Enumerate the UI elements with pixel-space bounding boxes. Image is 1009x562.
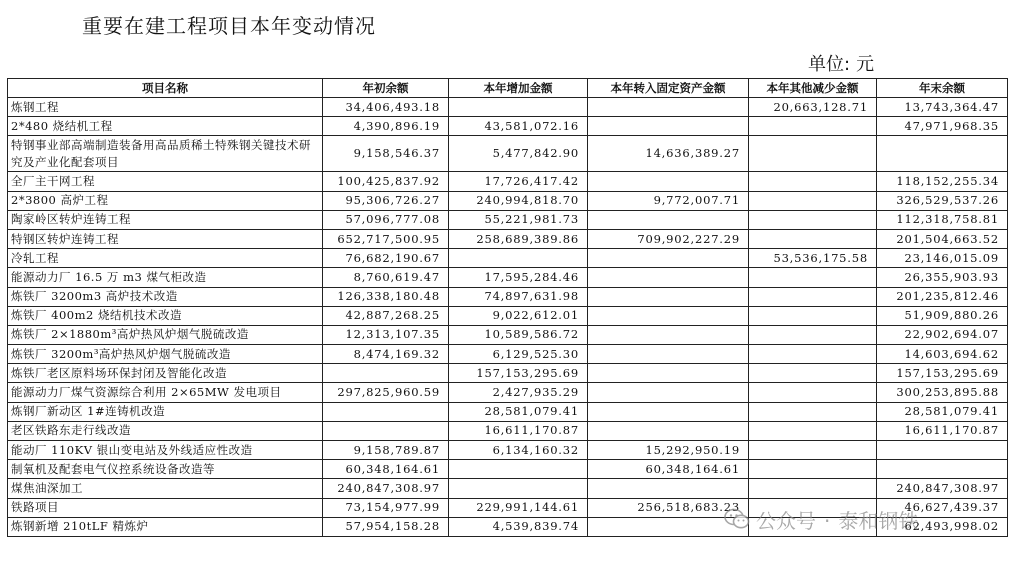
watermark-separator: · <box>824 508 831 533</box>
project-name-cell: 2*480 烧结机工程 <box>8 117 323 136</box>
amount-cell: 42,887,268.25 <box>323 306 449 325</box>
amount-cell: 112,318,758.81 <box>877 210 1008 229</box>
watermark-label: 公众号 <box>756 508 816 533</box>
amount-cell: 300,253,895.88 <box>877 383 1008 402</box>
project-name-cell: 全厂主干网工程 <box>8 172 323 191</box>
amount-cell: 28,581,079.41 <box>449 402 588 421</box>
project-name-cell: 煤焦油深加工 <box>8 479 323 498</box>
amount-cell: 20,663,128.71 <box>749 98 877 117</box>
amount-cell <box>749 441 877 460</box>
amount-cell: 53,536,175.58 <box>749 249 877 268</box>
table-row <box>8 460 1008 479</box>
page-title: 重要在建工程项目本年变动情况 <box>82 14 376 38</box>
amount-cell: 256,518,683.23 <box>588 498 749 517</box>
project-name-cell: 特钢事业部高端制造装备用高品质稀土特殊钢关键技术研究及产业化配套项目 <box>8 136 323 172</box>
amount-cell <box>588 117 749 136</box>
project-name-cell: 炼铁厂 400m2 烧结机技术改造 <box>8 306 323 325</box>
amount-cell <box>588 325 749 344</box>
amount-cell: 240,847,308.97 <box>877 479 1008 498</box>
project-name-cell: 炼钢厂新动区 1#连铸机改造 <box>8 402 323 421</box>
amount-cell <box>449 249 588 268</box>
amount-cell: 17,726,417.42 <box>449 172 588 191</box>
project-name-cell: 铁路项目 <box>8 498 323 517</box>
amount-cell <box>588 383 749 402</box>
table-row <box>8 325 1008 344</box>
amount-cell <box>588 268 749 287</box>
table-row <box>8 383 1008 402</box>
amount-cell: 709,902,227.29 <box>588 229 749 248</box>
amount-cell <box>588 249 749 268</box>
amount-cell: 9,772,007.71 <box>588 191 749 210</box>
table-row <box>8 364 1008 383</box>
amount-cell: 240,847,308.97 <box>323 479 449 498</box>
amount-cell <box>749 229 877 248</box>
unit-value: 元 <box>856 54 875 75</box>
amount-cell: 157,153,295.69 <box>449 364 588 383</box>
amount-cell: 60,348,164.61 <box>588 460 749 479</box>
table-row <box>8 98 1008 117</box>
amount-cell: 14,636,389.27 <box>588 136 749 172</box>
project-name-cell: 2*3800 高炉工程 <box>8 191 323 210</box>
amount-cell <box>749 364 877 383</box>
table-row <box>8 345 1008 364</box>
amount-cell: 17,595,284.46 <box>449 268 588 287</box>
table-row <box>8 287 1008 306</box>
table-row <box>8 268 1008 287</box>
amount-cell: 4,390,896.19 <box>323 117 449 136</box>
project-name-cell: 能动厂 110KV 银山变电站及外线适应性改造 <box>8 441 323 460</box>
amount-cell <box>449 479 588 498</box>
amount-cell <box>749 479 877 498</box>
column-header: 年初余额 <box>323 79 449 98</box>
amount-cell: 8,474,169.32 <box>323 345 449 364</box>
amount-cell: 126,338,180.48 <box>323 287 449 306</box>
amount-cell: 8,760,619.47 <box>323 268 449 287</box>
amount-cell <box>588 172 749 191</box>
amount-cell: 240,994,818.70 <box>449 191 588 210</box>
table-row <box>8 306 1008 325</box>
amount-cell: 15,292,950.19 <box>588 441 749 460</box>
amount-cell: 43,581,072.16 <box>449 117 588 136</box>
amount-cell: 9,158,546.37 <box>323 136 449 172</box>
amount-cell: 23,146,015.09 <box>877 249 1008 268</box>
amount-cell <box>588 210 749 229</box>
unit-label <box>808 50 874 76</box>
amount-cell <box>877 460 1008 479</box>
column-header: 年末余额 <box>877 79 1008 98</box>
amount-cell: 76,682,190.67 <box>323 249 449 268</box>
table-row <box>8 421 1008 440</box>
amount-cell: 46,627,439.37 <box>877 498 1008 517</box>
amount-cell: 47,971,968.35 <box>877 117 1008 136</box>
table-row <box>8 136 1008 172</box>
amount-cell <box>588 402 749 421</box>
project-name-cell: 陶家岭区转炉连铸工程 <box>8 210 323 229</box>
column-header: 本年增加金额 <box>449 79 588 98</box>
amount-cell: 73,154,977.99 <box>323 498 449 517</box>
table-row <box>8 402 1008 421</box>
table-row <box>8 249 1008 268</box>
amount-cell: 258,689,389.86 <box>449 229 588 248</box>
amount-cell <box>749 136 877 172</box>
amount-cell: 26,355,903.93 <box>877 268 1008 287</box>
amount-cell <box>449 98 588 117</box>
amount-cell: 4,539,839.74 <box>449 517 588 536</box>
wechat-icon <box>724 508 750 530</box>
amount-cell: 62,493,998.02 <box>877 517 1008 536</box>
amount-cell: 57,096,777.08 <box>323 210 449 229</box>
amount-cell <box>877 441 1008 460</box>
amount-cell: 57,954,158.28 <box>323 517 449 536</box>
amount-cell <box>588 306 749 325</box>
column-header: 本年转入固定资产金额 <box>588 79 749 98</box>
column-header: 本年其他减少金额 <box>749 79 877 98</box>
project-name-cell: 冷轧工程 <box>8 249 323 268</box>
amount-cell <box>323 364 449 383</box>
amount-cell: 95,306,726.27 <box>323 191 449 210</box>
amount-cell <box>588 421 749 440</box>
table-row <box>8 172 1008 191</box>
amount-cell <box>749 383 877 402</box>
project-name-cell: 特钢区转炉连铸工程 <box>8 229 323 248</box>
amount-cell: 201,504,663.52 <box>877 229 1008 248</box>
amount-cell: 6,134,160.32 <box>449 441 588 460</box>
project-name-cell: 能源动力厂 16.5 万 m3 煤气柜改造 <box>8 268 323 287</box>
amount-cell <box>749 345 877 364</box>
amount-cell: 6,129,525.30 <box>449 345 588 364</box>
table-row <box>8 479 1008 498</box>
amount-cell: 51,909,880.26 <box>877 306 1008 325</box>
amount-cell: 16,611,170.87 <box>449 421 588 440</box>
table-row <box>8 191 1008 210</box>
amount-cell: 16,611,170.87 <box>877 421 1008 440</box>
table-row <box>8 210 1008 229</box>
amount-cell: 652,717,500.95 <box>323 229 449 248</box>
amount-cell: 297,825,960.59 <box>323 383 449 402</box>
amount-cell: 118,152,255.34 <box>877 172 1008 191</box>
watermark-name: 泰和钢铁 <box>838 508 919 533</box>
amount-cell: 100,425,837.92 <box>323 172 449 191</box>
amount-cell <box>877 136 1008 172</box>
project-name-cell: 炼钢新增 210tLF 精炼炉 <box>8 517 323 536</box>
amount-cell: 2,427,935.29 <box>449 383 588 402</box>
amount-cell <box>749 306 877 325</box>
project-name-cell: 炼钢工程 <box>8 98 323 117</box>
table-row <box>8 117 1008 136</box>
amount-cell: 9,022,612.01 <box>449 306 588 325</box>
watermark <box>724 504 918 534</box>
table-body <box>8 98 1008 537</box>
amount-cell <box>449 460 588 479</box>
amount-cell: 157,153,295.69 <box>877 364 1008 383</box>
amount-cell <box>588 98 749 117</box>
amount-cell: 10,589,586.72 <box>449 325 588 344</box>
amount-cell <box>749 191 877 210</box>
amount-cell <box>749 460 877 479</box>
watermark-text <box>756 505 918 534</box>
amount-cell: 12,313,107.35 <box>323 325 449 344</box>
amount-cell <box>749 402 877 421</box>
project-name-cell: 制氧机及配套电气仪控系统设备改造等 <box>8 460 323 479</box>
amount-cell: 34,406,493.18 <box>323 98 449 117</box>
amount-cell: 14,603,694.62 <box>877 345 1008 364</box>
amount-cell: 60,348,164.61 <box>323 460 449 479</box>
amount-cell <box>323 421 449 440</box>
amount-cell: 229,991,144.61 <box>449 498 588 517</box>
project-name-cell: 炼铁厂 3200m3 高炉技术改造 <box>8 287 323 306</box>
table-row <box>8 441 1008 460</box>
amount-cell <box>588 364 749 383</box>
amount-cell: 326,529,537.26 <box>877 191 1008 210</box>
amount-cell <box>588 479 749 498</box>
column-header: 项目名称 <box>8 79 323 98</box>
amount-cell: 74,897,631.98 <box>449 287 588 306</box>
amount-cell <box>749 287 877 306</box>
unit-caption: 单位: <box>808 54 851 75</box>
project-name-cell: 炼铁厂 2×1880m³高炉热风炉烟气脱硫改造 <box>8 325 323 344</box>
amount-cell: 5,477,842.90 <box>449 136 588 172</box>
project-name-cell: 能源动力厂煤气资源综合利用 2×65MW 发电项目 <box>8 383 323 402</box>
amount-cell <box>749 210 877 229</box>
amount-cell <box>588 345 749 364</box>
amount-cell <box>323 402 449 421</box>
amount-cell: 22,902,694.07 <box>877 325 1008 344</box>
amount-cell: 13,743,364.47 <box>877 98 1008 117</box>
amount-cell <box>749 268 877 287</box>
amount-cell: 9,158,789.87 <box>323 441 449 460</box>
project-name-cell: 老区铁路东走行线改造 <box>8 421 323 440</box>
amount-cell <box>749 421 877 440</box>
amount-cell <box>749 117 877 136</box>
amount-cell: 55,221,981.73 <box>449 210 588 229</box>
amount-cell: 28,581,079.41 <box>877 402 1008 421</box>
project-name-cell: 炼铁厂老区原料场环保封闭及智能化改造 <box>8 364 323 383</box>
project-table <box>7 78 1008 537</box>
project-name-cell: 炼铁厂 3200m³高炉热风炉烟气脱硫改造 <box>8 345 323 364</box>
table-row <box>8 229 1008 248</box>
amount-cell: 201,235,812.46 <box>877 287 1008 306</box>
amount-cell <box>749 172 877 191</box>
amount-cell <box>749 325 877 344</box>
amount-cell <box>588 287 749 306</box>
table-header-row <box>8 79 1008 98</box>
